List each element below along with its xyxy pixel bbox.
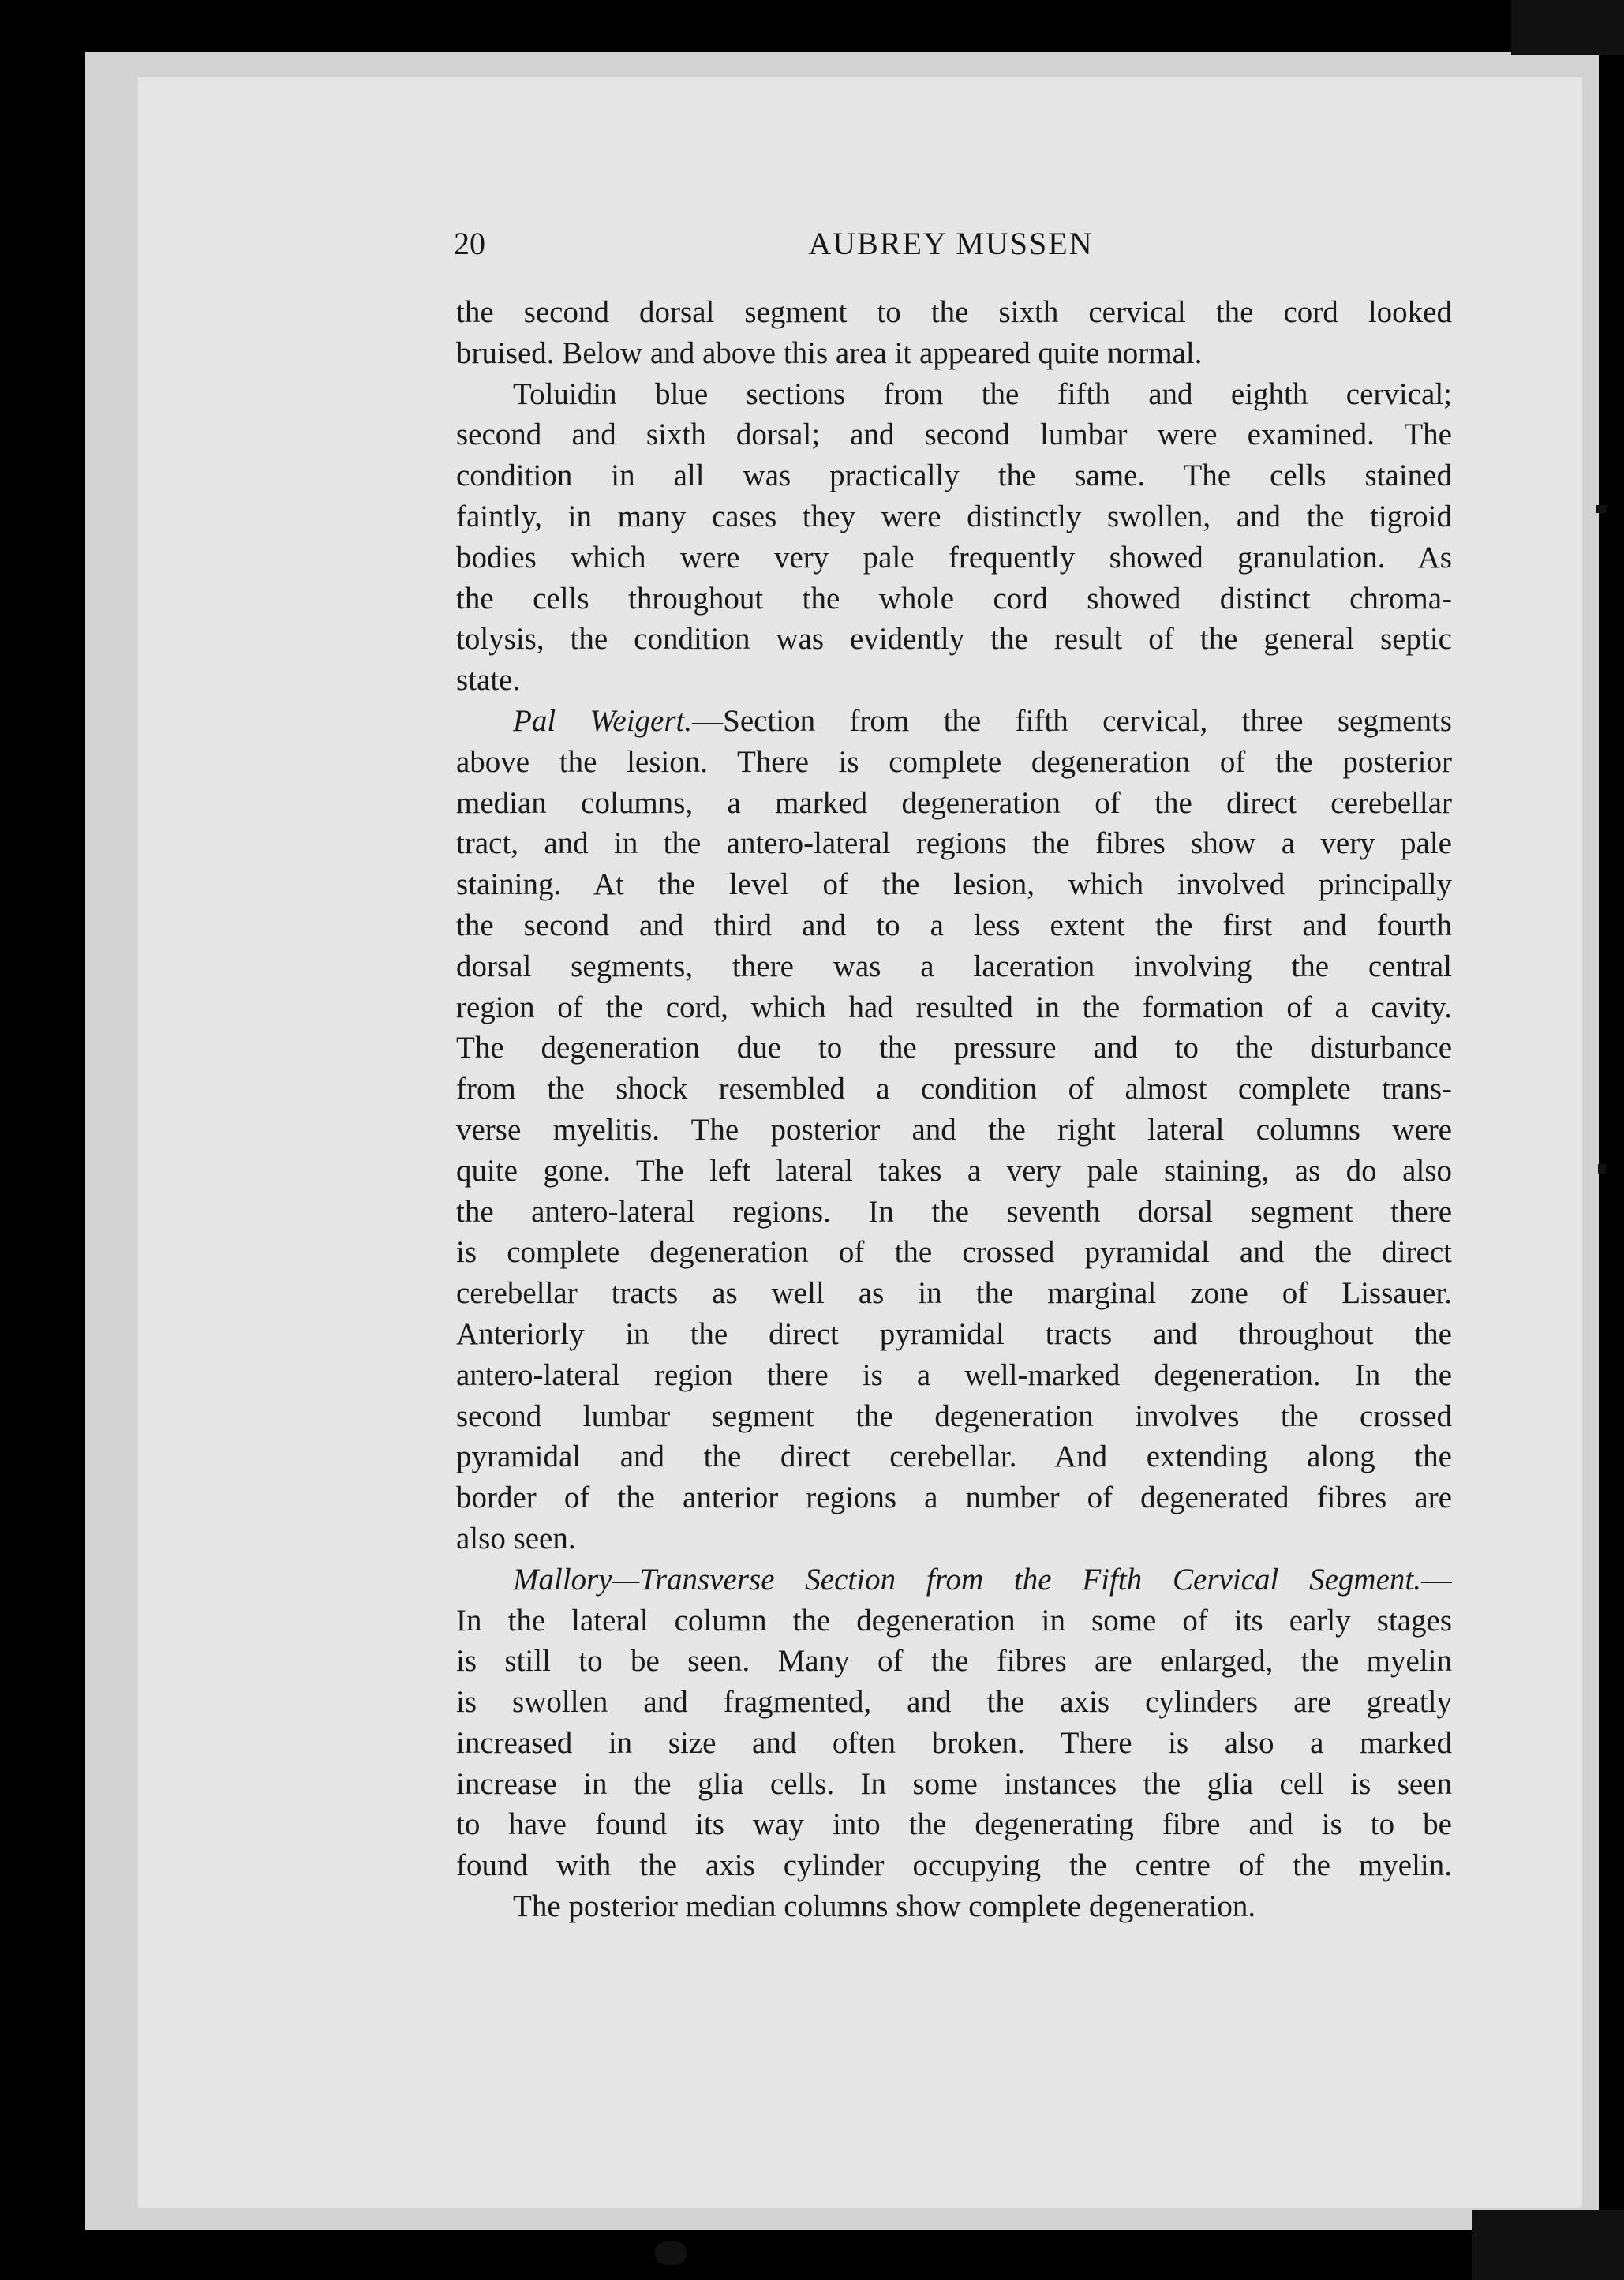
text-line bbox=[456, 1518, 1452, 1559]
text-line bbox=[456, 333, 1452, 374]
text-line bbox=[456, 1723, 1452, 1764]
line-text: above the lesion. There is complete degeneration of the posterior bbox=[456, 744, 1452, 779]
line-text: increase in the glia cells. In some instances the glia cell is seen bbox=[456, 1766, 1452, 1801]
text-line bbox=[456, 578, 1452, 620]
line-text: is still to be seen. Many of the fibres are enlarged, the myelin bbox=[456, 1644, 1452, 1679]
line-text: to have found its way into the degenerating fibre and is to be bbox=[456, 1807, 1452, 1842]
line-text: The posterior median columns show complete degeneration. bbox=[513, 1889, 1256, 1924]
text-line bbox=[456, 496, 1452, 537]
line-text: the cells throughout the whole cord showed distinct chroma- bbox=[456, 581, 1452, 616]
line-text: condition in all was practically the same. The cells stained bbox=[456, 459, 1452, 493]
line-text: found with the axis cylinder occupying the centre of the myelin. bbox=[456, 1848, 1452, 1883]
italic-heading: Mallory—Transverse Section from the Fifth Cervical Segment. bbox=[513, 1562, 1421, 1597]
line-text: —Section from the fifth cervical, three segments bbox=[692, 703, 1452, 738]
line-text: — bbox=[1421, 1562, 1452, 1597]
line-text: tolysis, the condition was evidently the result of the general septic bbox=[456, 622, 1452, 657]
text-line bbox=[456, 1314, 1452, 1355]
line-text: staining. At the level of the lesion, which involved principally bbox=[456, 867, 1452, 902]
text-line bbox=[456, 292, 1452, 333]
text-line bbox=[456, 864, 1452, 905]
text-line bbox=[456, 414, 1452, 455]
line-text: region of the cord, which had resulted in the formation of a cavity. bbox=[456, 990, 1452, 1024]
text-line bbox=[456, 619, 1452, 660]
line-text: the antero-lateral regions. In the seventh dorsal segment there bbox=[456, 1194, 1452, 1229]
line-text: the second dorsal segment to the sixth cervical the cord looked bbox=[456, 295, 1452, 329]
text-line bbox=[456, 905, 1452, 946]
scan-edge-mark bbox=[1598, 1164, 1606, 1174]
line-text: second and sixth dorsal; and second lumbar were examined. The bbox=[456, 417, 1452, 452]
text-line bbox=[456, 660, 1452, 701]
text-line bbox=[456, 455, 1452, 496]
line-text: Toluidin blue sections from the fifth and eighth cervical; bbox=[513, 376, 1452, 411]
italic-heading: Pal Weigert. bbox=[513, 703, 693, 738]
text-line bbox=[456, 1151, 1452, 1192]
text-line bbox=[456, 1355, 1452, 1396]
scan-edge-mark bbox=[1596, 505, 1607, 513]
line-text: state. bbox=[456, 663, 521, 698]
text-line bbox=[456, 701, 1452, 742]
line-text: pyramidal and the direct cerebellar. And extending along the bbox=[456, 1440, 1452, 1474]
text-line bbox=[456, 1845, 1452, 1886]
text-line bbox=[456, 1396, 1452, 1437]
line-text: dorsal segments, there was a laceration involving the central bbox=[456, 949, 1452, 983]
line-text: Anteriorly in the direct pyramidal tracts and throughout the bbox=[456, 1316, 1452, 1351]
line-text: also seen. bbox=[456, 1521, 576, 1556]
body-text bbox=[456, 292, 1452, 1927]
text-line bbox=[456, 1273, 1452, 1314]
running-head: AUBREY MUSSEN bbox=[808, 226, 1094, 261]
text-line bbox=[456, 1110, 1452, 1151]
line-text: increased in size and often broken. There is also a marked bbox=[456, 1725, 1452, 1760]
page-number: 20 bbox=[454, 226, 485, 261]
text-line bbox=[456, 1232, 1452, 1273]
text-line bbox=[456, 987, 1452, 1028]
line-text: is complete degeneration of the crossed pyramidal and the direct bbox=[456, 1235, 1452, 1270]
line-text: verse myelitis. The posterior and the right lateral columns were bbox=[456, 1112, 1452, 1147]
line-text: the second and third and to a less extent the first and fourth bbox=[456, 908, 1452, 942]
line-text: antero-lateral region there is a well-marked degeneration. In the bbox=[456, 1357, 1452, 1392]
text-line bbox=[456, 946, 1452, 987]
scan-edge-mark bbox=[1511, 0, 1624, 55]
line-text: quite gone. The left lateral takes a very pale staining, as do also bbox=[456, 1153, 1452, 1188]
line-text: is swollen and fragmented, and the axis cylinders are greatly bbox=[456, 1685, 1452, 1720]
line-text: In the lateral column the degeneration in some of its early stages bbox=[456, 1603, 1452, 1638]
line-text: second lumbar segment the degeneration involves the crossed bbox=[456, 1398, 1452, 1433]
text-line bbox=[456, 1764, 1452, 1805]
line-text: from the shock resembled a condition of almost complete trans- bbox=[456, 1072, 1452, 1106]
text-line bbox=[456, 1804, 1452, 1845]
text-line bbox=[456, 742, 1452, 783]
text-line bbox=[456, 537, 1452, 578]
line-text: The degeneration due to the pressure and to the disturbance bbox=[456, 1031, 1452, 1065]
text-line bbox=[456, 1600, 1452, 1642]
line-text: bruised. Below and above this area it appeared quite normal. bbox=[456, 335, 1203, 370]
text-line bbox=[456, 1028, 1452, 1069]
page-header bbox=[454, 217, 1448, 272]
line-text: faintly, in many cases they were distinctly swollen, and the tigroid bbox=[456, 499, 1452, 533]
line-text: bodies which were very pale frequently showed granulation. As bbox=[456, 540, 1452, 575]
line-text: median columns, a marked degeneration of the direct cerebellar bbox=[456, 785, 1452, 820]
line-text: cerebellar tracts as well as in the marginal zone of Lissauer. bbox=[456, 1276, 1452, 1311]
text-line bbox=[456, 1682, 1452, 1723]
line-text: tract, and in the antero-lateral regions the fibres show a very pale bbox=[456, 826, 1452, 861]
text-line bbox=[456, 1559, 1452, 1600]
line-text: border of the anterior regions a number of degenerated fibres are bbox=[456, 1481, 1452, 1515]
text-line bbox=[456, 783, 1452, 824]
text-line bbox=[456, 1641, 1452, 1682]
text-line bbox=[456, 1436, 1452, 1477]
scan-blot bbox=[655, 2241, 687, 2265]
text-line bbox=[456, 1886, 1452, 1927]
text-line bbox=[456, 374, 1452, 415]
scan-edge-mark bbox=[1472, 2210, 1624, 2280]
text-line bbox=[456, 1192, 1452, 1233]
text-line bbox=[456, 1069, 1452, 1110]
text-line bbox=[456, 1477, 1452, 1518]
text-line bbox=[456, 823, 1452, 864]
